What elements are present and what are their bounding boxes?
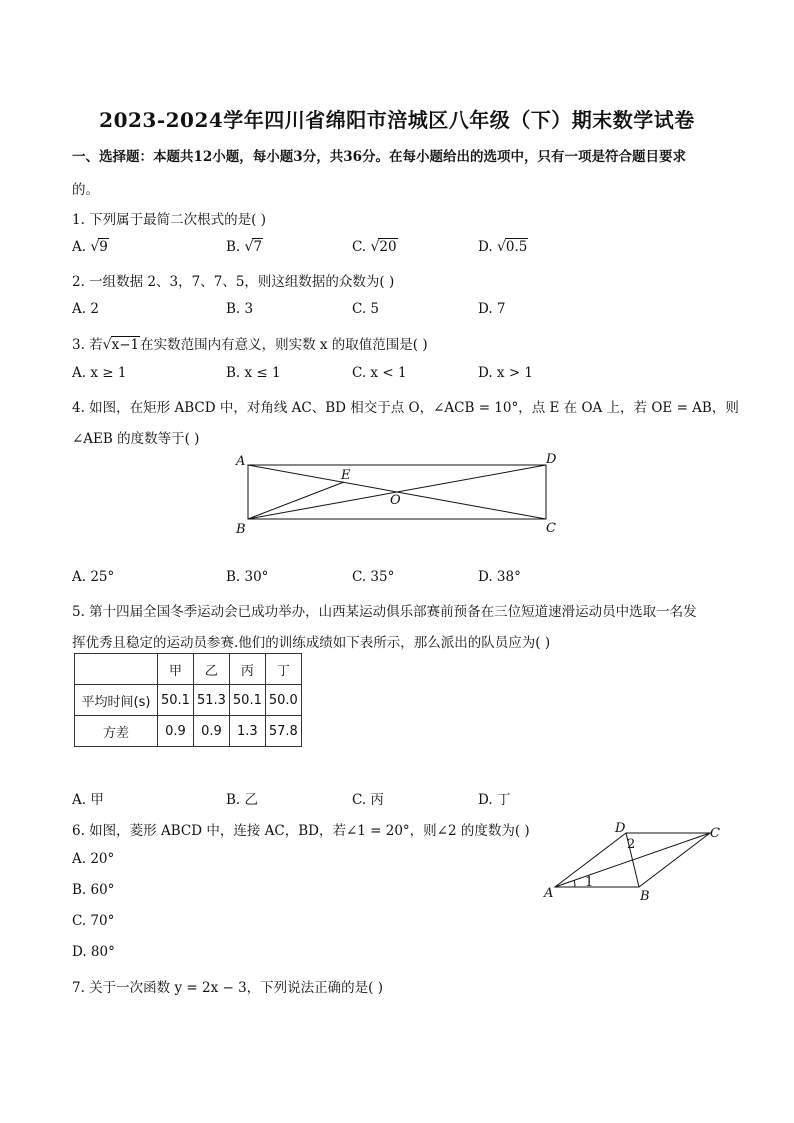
sqrt-icon: √ <box>370 239 380 255</box>
rectangle-figure <box>228 448 568 540</box>
option-letter: D. <box>478 239 493 255</box>
q5-option-b: B. 乙 <box>226 792 259 808</box>
q2-option-c: C. 5 <box>352 301 380 317</box>
section-label: 一、选择题：本题共 <box>72 149 194 165</box>
q5-line2: 挥优秀且稳定的运动员参赛.他们的训练成绩如下表所示，那么派出的队员应为( ) <box>72 635 551 651</box>
table-cell: 50.1 <box>229 685 265 716</box>
q4-option-b: B. 30° <box>226 569 269 585</box>
page-title: 2023-2024学年四川省绵阳市涪城区八年级（下）期末数学试卷 <box>99 108 695 132</box>
sqrt-icon: √ <box>496 239 506 255</box>
q4-line1: 4. 如图，在矩形 ABCD 中，对角线 AC、BD 相交于点 O，∠ACB = 10°，点 E 在 OA 上，若 OE = AB，则 <box>72 400 739 416</box>
q2-option-b: B. 3 <box>226 301 254 317</box>
section-total: 36 <box>343 149 362 165</box>
table-header-cell: 甲 <box>158 654 194 685</box>
q6-option-b: B. 60° <box>72 882 115 898</box>
section-header <box>72 145 686 165</box>
q4-option-a: A. 25° <box>72 569 115 585</box>
label-o: O <box>390 493 401 508</box>
label-a: A <box>236 454 246 469</box>
table-header-cell: 丙 <box>229 654 265 685</box>
q3-option-c: C. x < 1 <box>352 365 407 381</box>
radicand: 20 <box>379 239 397 255</box>
q6-stem: 6. 如图，菱形 ABCD 中，连接 AC，BD，若∠1 = 20°，则∠2 的度数为( ) <box>72 823 530 839</box>
q3-stem-pre: 3. 若 <box>72 337 103 353</box>
radicand: 0.5 <box>505 239 528 255</box>
table-cell: 50.0 <box>265 685 301 716</box>
table-cell: 51.3 <box>193 685 229 716</box>
q4-option-d: D. 38° <box>478 569 521 585</box>
table-header-cell: 乙 <box>193 654 229 685</box>
q6-option-d: D. 80° <box>72 944 115 960</box>
q6-option-a: A. 20° <box>72 851 115 867</box>
scores-table <box>74 653 302 747</box>
label-d: D <box>546 452 557 467</box>
q6-option-c: C. 70° <box>72 913 115 929</box>
table-header-row <box>75 654 302 685</box>
label-c: C <box>546 521 556 536</box>
label-b: B <box>236 522 246 537</box>
q1-option-d <box>478 239 528 255</box>
rhombus-figure <box>538 817 728 907</box>
table-row <box>75 685 302 716</box>
table-cell: 平均时间(s) <box>75 685 158 716</box>
q5-option-a: A. 甲 <box>72 792 104 808</box>
sqrt-icon: √ <box>102 337 112 353</box>
label-d: D <box>615 821 626 836</box>
section-line2: 的。 <box>72 182 99 198</box>
q3-option-b: B. x ≤ 1 <box>226 365 281 381</box>
segment-be <box>248 482 344 519</box>
q3-option-d: D. x > 1 <box>478 365 534 381</box>
table-cell: 0.9 <box>158 716 194 747</box>
q1-option-a <box>72 239 109 255</box>
radicand: 7 <box>253 239 263 255</box>
q5-line1: 5. 第十四届全国冬季运动会已成功举办，山西某运动俱乐部赛前预备在三位短道速滑运动员中选取一名发 <box>72 604 697 620</box>
table-cell: 方差 <box>75 716 158 747</box>
table-header-cell: 丁 <box>265 654 301 685</box>
q1-option-c <box>352 239 398 255</box>
sqrt-icon: √ <box>244 239 254 255</box>
table-cell: 1.3 <box>229 716 265 747</box>
q1-stem: 1. 下列属于最简二次根式的是( ) <box>72 212 266 228</box>
q2-stem: 2. 一组数据 2、3，7、7、5，则这组数据的众数为( ) <box>72 274 395 290</box>
section-points: 3 <box>293 149 303 165</box>
q4-line2: ∠AEB 的度数等于( ) <box>72 431 200 447</box>
angle-1-label: 1 <box>585 875 594 890</box>
section-mid2: 分，共 <box>302 149 344 165</box>
q3-radicand: x−1 <box>111 337 140 353</box>
label-a: A <box>544 886 554 901</box>
angle-2-label: 2 <box>627 837 636 852</box>
section-count: 12 <box>193 149 213 165</box>
label-c: C <box>710 826 720 841</box>
q1-option-b <box>226 239 263 255</box>
option-letter: C. <box>352 239 367 255</box>
table-cell: 57.8 <box>265 716 301 747</box>
q3-stem <box>72 333 428 353</box>
sqrt-icon: √ <box>90 239 100 255</box>
q2-option-d: D. 7 <box>478 301 506 317</box>
q5-option-d: D. 丁 <box>478 792 511 808</box>
q4-option-c: C. 35° <box>352 569 395 585</box>
table-cell: 50.1 <box>158 685 194 716</box>
q7-stem: 7. 关于一次函数 y = 2x − 3，下列说法正确的是( ) <box>72 980 383 996</box>
q2-option-a: A. 2 <box>72 301 99 317</box>
table-row <box>75 716 302 747</box>
label-b: B <box>640 889 650 904</box>
q5-option-c: C. 丙 <box>352 792 384 808</box>
label-e: E <box>341 468 351 483</box>
section-mid1: 小题，每小题 <box>212 149 294 165</box>
option-letter: B. <box>226 239 241 255</box>
section-rest: 分。在每小题给出的选项中，只有一项是符合题目要求 <box>362 149 686 165</box>
table-header-cell <box>75 654 158 685</box>
table-cell: 0.9 <box>193 716 229 747</box>
q3-stem-post: 在实数范围内有意义，则实数 x 的取值范围是( ) <box>140 337 428 353</box>
angle-1-arc <box>574 880 575 887</box>
q3-option-a: A. x ≥ 1 <box>72 365 127 381</box>
option-letter: A. <box>72 239 87 255</box>
radicand: 9 <box>99 239 108 255</box>
